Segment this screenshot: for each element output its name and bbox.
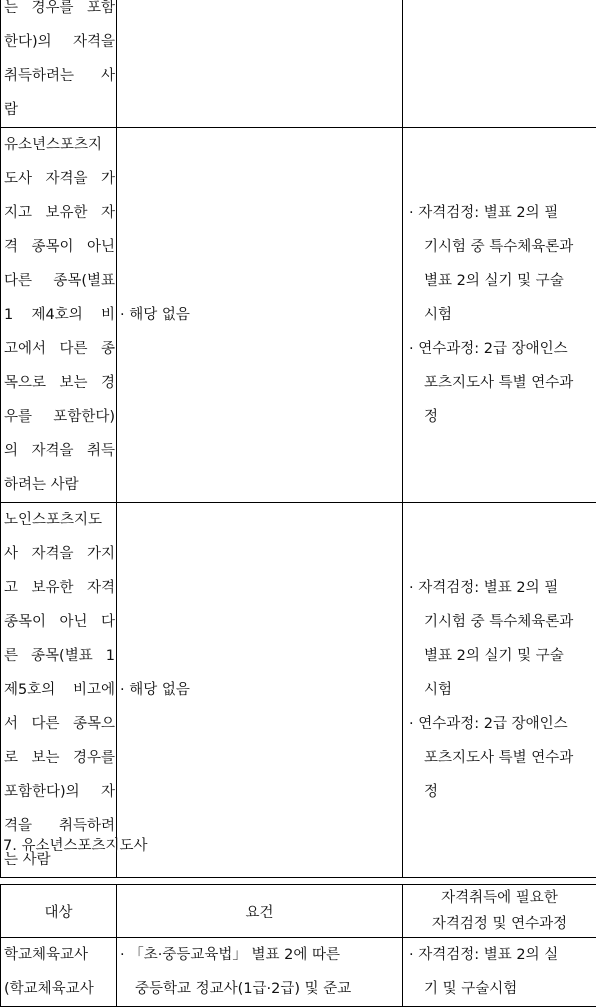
exam-line: 별표 2의 실기 및 구술 xyxy=(406,639,596,673)
table-row xyxy=(1,938,596,1007)
target-line: (학교체육교사 xyxy=(1,972,116,1006)
header-exam xyxy=(403,885,596,938)
target-line: 는 사람 xyxy=(1,843,116,877)
exam-line: 기 및 구술시험 xyxy=(406,972,596,1006)
exam-line: 기시험 중 특수체육론과 xyxy=(406,605,596,639)
target-line: 의 자격을 취득 xyxy=(1,434,116,468)
target-line: 학교체육교사 xyxy=(1,938,116,972)
target-cell xyxy=(1,503,117,878)
exam-cell xyxy=(403,0,596,128)
requirement-cell xyxy=(117,128,403,503)
requirement-cell xyxy=(117,938,403,1007)
target-line: 격 종목이 아닌 xyxy=(1,230,116,264)
target-line: 다른 종목(별표 xyxy=(1,264,116,298)
requirement-line: · 해당 없음 xyxy=(117,673,402,707)
target-cell xyxy=(1,938,117,1007)
target-line: 노인스포츠지도 xyxy=(1,503,116,537)
target-line: 람 xyxy=(1,93,116,127)
target-line: 격을 취득하려 xyxy=(1,809,116,843)
target-line: 취득하려는 사 xyxy=(1,59,116,93)
requirement-cell xyxy=(117,503,403,878)
header-requirement xyxy=(117,885,403,938)
target-line: 하려는 사람 xyxy=(1,468,116,502)
target-line: 종목이 아닌 다 xyxy=(1,605,116,639)
exam-line: 시험 xyxy=(406,298,596,332)
target-line: 제5호의 비고에 xyxy=(1,673,116,707)
target-line: 1 제4호의 비 xyxy=(1,298,116,332)
target-line: 고 보유한 자격 xyxy=(1,571,116,605)
table-header-row xyxy=(1,885,596,938)
target-line: 한다)의 자격을 xyxy=(1,25,116,59)
target-line: 로 보는 경우를 xyxy=(1,741,116,775)
exam-cell xyxy=(403,128,596,503)
target-line: 도사 자격을 가 xyxy=(1,162,116,196)
exam-line: 포츠지도사 특별 연수과 xyxy=(406,366,596,400)
section-heading: 7. 유소년스포츠지도사 xyxy=(3,832,148,860)
target-line: 는 경우를 포함 xyxy=(1,0,116,25)
target-line: 서 다른 종목으 xyxy=(1,707,116,741)
requirement-line: · 해당 없음 xyxy=(117,298,402,332)
header-target xyxy=(1,885,117,938)
exam-line: 포츠지도사 특별 연수과 xyxy=(406,741,596,775)
exam-line: 시험 xyxy=(406,673,596,707)
target-line: 유소년스포츠지 xyxy=(1,128,116,162)
table-row xyxy=(1,503,596,878)
table-row xyxy=(1,128,596,503)
requirement-line: · 「초·중등교육법」 별표 2에 따른 xyxy=(117,938,402,972)
exam-line: 별표 2의 실기 및 구술 xyxy=(406,264,596,298)
exam-line: · 연수과정: 2급 장애인스 xyxy=(406,332,596,366)
requirement-cell xyxy=(117,0,403,128)
target-line: 포함한다)의 자 xyxy=(1,775,116,809)
exam-line: · 자격검정: 별표 2의 필 xyxy=(406,571,596,605)
exam-cell xyxy=(403,938,596,1007)
target-cell xyxy=(1,0,117,128)
exam-line: 정 xyxy=(406,775,596,809)
table-row xyxy=(1,0,596,128)
target-line: 른 종목(별표 1 xyxy=(1,639,116,673)
exam-line: · 자격검정: 별표 2의 필 xyxy=(406,196,596,230)
header-exam-line: 자격검정 및 연수과정 xyxy=(403,911,596,937)
target-line: 우를 포함한다) xyxy=(1,400,116,434)
exam-line: 정 xyxy=(406,400,596,434)
exam-cell xyxy=(403,503,596,878)
qualification-table-2 xyxy=(0,884,596,1007)
target-line: 고에서 다른 종 xyxy=(1,332,116,366)
exam-line: · 자격검정: 별표 2의 실 xyxy=(406,938,596,972)
requirement-line: 중등학교 정교사(1급·2급) 및 준교 xyxy=(117,972,402,1006)
target-line: 사 자격을 가지 xyxy=(1,537,116,571)
exam-line: 기시험 중 특수체육론과 xyxy=(406,230,596,264)
target-line: 목으로 보는 경 xyxy=(1,366,116,400)
header-target-label: 대상 xyxy=(44,905,72,921)
target-line: 지고 보유한 자 xyxy=(1,196,116,230)
target-cell xyxy=(1,128,117,503)
header-requirement-label: 요건 xyxy=(245,905,273,921)
header-exam-line: 자격취득에 필요한 xyxy=(403,885,596,911)
exam-line: · 연수과정: 2급 장애인스 xyxy=(406,707,596,741)
